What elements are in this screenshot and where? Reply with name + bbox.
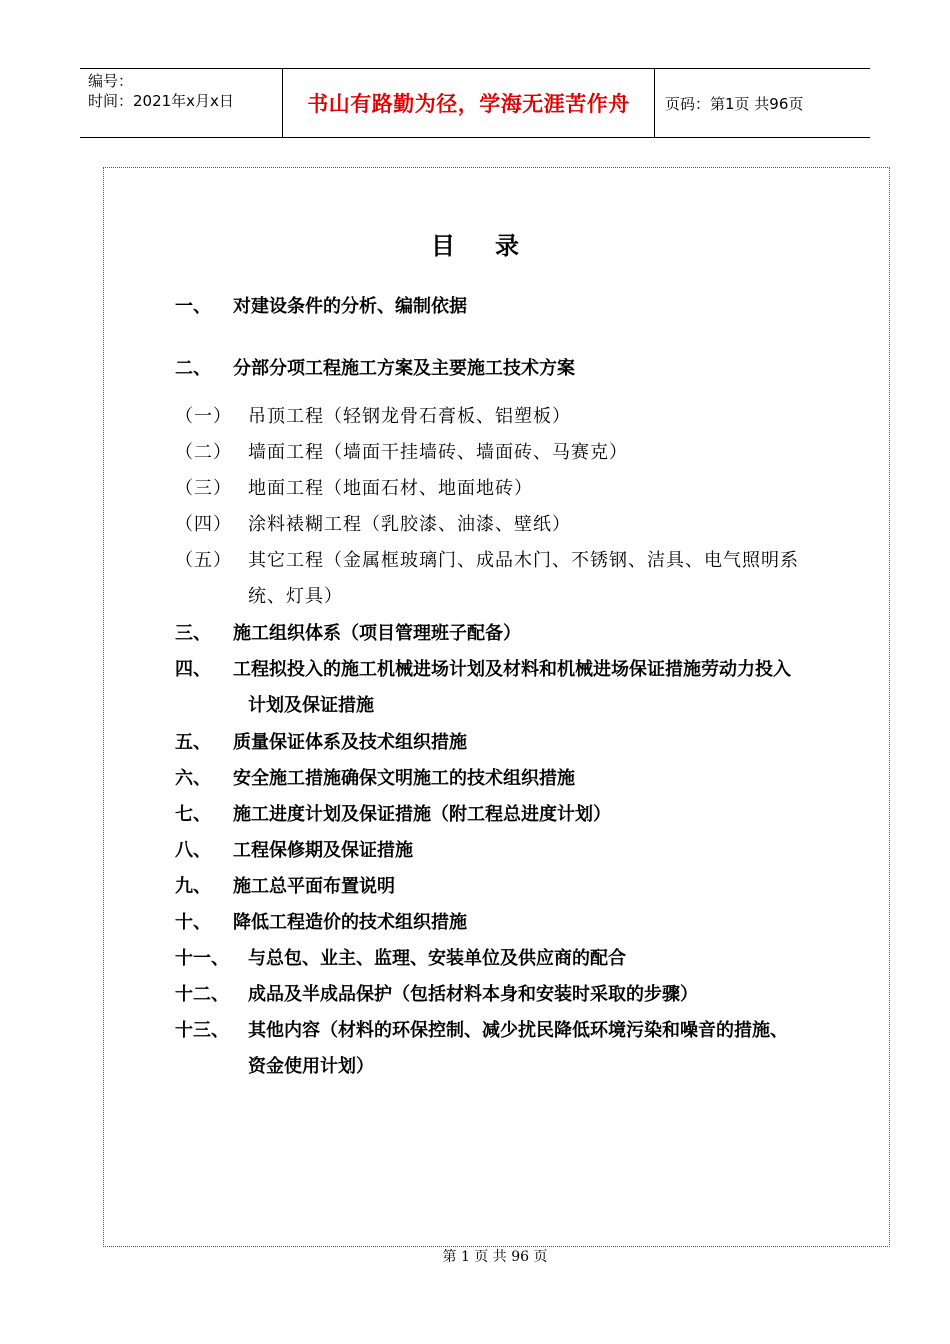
toc-item-8 [175, 833, 845, 869]
toc-item-continuation: 统、灯具） [248, 586, 343, 607]
toc-item-number: 六、 [175, 768, 211, 789]
toc-item-number: （二） [175, 442, 232, 463]
toc-item-7 [175, 797, 845, 833]
toc-item-4 [175, 652, 845, 724]
page-header [80, 68, 870, 138]
page-footer: 第 1 页 共 96 页 [442, 1249, 548, 1265]
toc-item-number: 三、 [175, 623, 211, 644]
toc-item-12 [175, 977, 845, 1013]
toc-item-number: 五、 [175, 732, 211, 753]
toc-item-text: 成品及半成品保护（包括材料本身和安装时采取的步骤） [248, 984, 698, 1005]
toc-item-text: 施工总平面布置说明 [233, 876, 395, 897]
toc-item-text: 与总包、业主、监理、安装单位及供应商的配合 [248, 948, 626, 969]
toc-item-number: 七、 [175, 804, 211, 825]
toc-item-continuation: 资金使用计划） [248, 1056, 374, 1077]
toc-item-9 [175, 869, 845, 905]
toc-item-3 [175, 616, 845, 652]
toc-item-text: 对建设条件的分析、编制依据 [233, 296, 467, 317]
toc-title: 目录 [431, 232, 559, 260]
toc-subitem-4 [175, 507, 845, 543]
toc-item-text: 其它工程（金属框玻璃门、成品木门、不锈钢、洁具、电气照明系 [248, 550, 799, 571]
doc-time-label: 时间：2021年x月x日 [88, 92, 234, 110]
toc-item-continuation: 计划及保证措施 [248, 695, 374, 716]
toc-item-number: 一、 [175, 296, 211, 317]
toc-item-11 [175, 941, 845, 977]
toc-item-text: 降低工程造价的技术组织措施 [233, 912, 467, 933]
toc-item-number: 二、 [175, 358, 211, 379]
header-meta [80, 69, 282, 137]
toc-item-number: （三） [175, 478, 232, 499]
toc-item-1 [175, 289, 845, 325]
toc-item-text: 质量保证体系及技术组织措施 [233, 732, 467, 753]
toc-subitem-3 [175, 471, 845, 507]
toc-subitem-5 [175, 543, 845, 615]
header-page-info: 页码：第1页 共96页 [665, 94, 804, 113]
toc-subitem-2 [175, 435, 845, 471]
toc-item-text: 施工组织体系（项目管理班子配备） [233, 623, 521, 644]
toc-item-6 [175, 761, 845, 797]
toc-subitem-1 [175, 399, 845, 435]
toc-item-text: 安全施工措施确保文明施工的技术组织措施 [233, 768, 575, 789]
toc-item-number: 十三、 [175, 1020, 229, 1041]
toc-item-text: 涂料裱糊工程（乳胶漆、油漆、壁纸） [248, 514, 571, 535]
toc-item-number: 十、 [175, 912, 211, 933]
toc-item-text: 工程保修期及保证措施 [233, 840, 413, 861]
toc-item-10 [175, 905, 845, 941]
toc-item-number: 十二、 [175, 984, 229, 1005]
toc-item-13 [175, 1013, 845, 1085]
toc-item-text: 墙面工程（墙面干挂墙砖、墙面砖、马赛克） [248, 442, 628, 463]
toc-item-number: （四） [175, 514, 232, 535]
toc-item-text: 其他内容（材料的环保控制、减少扰民降低环境污染和噪音的措施、 [248, 1020, 788, 1041]
toc-item-text: 吊顶工程（轻钢龙骨石膏板、铝塑板） [248, 406, 571, 427]
toc-item-2 [175, 351, 845, 387]
toc-item-text: 地面工程（地面石材、地面地砖） [248, 478, 533, 499]
doc-code-label: 编号： [88, 72, 134, 90]
toc-item-text: 分部分项工程施工方案及主要施工技术方案 [233, 358, 575, 379]
toc-item-number: （一） [175, 406, 232, 427]
toc-item-text: 施工进度计划及保证措施（附工程总进度计划） [233, 804, 611, 825]
header-motto: 书山有路勤为径，学海无涯苦作舟 [282, 69, 655, 137]
toc-item-number: （五） [175, 550, 232, 571]
toc-item-text: 工程拟投入的施工机械进场计划及材料和机械进场保证措施劳动力投入 [233, 659, 791, 680]
toc-item-number: 十一、 [175, 948, 229, 969]
toc-item-number: 四、 [175, 659, 211, 680]
toc-item-number: 八、 [175, 840, 211, 861]
toc-item-5 [175, 725, 845, 761]
toc-item-number: 九、 [175, 876, 211, 897]
